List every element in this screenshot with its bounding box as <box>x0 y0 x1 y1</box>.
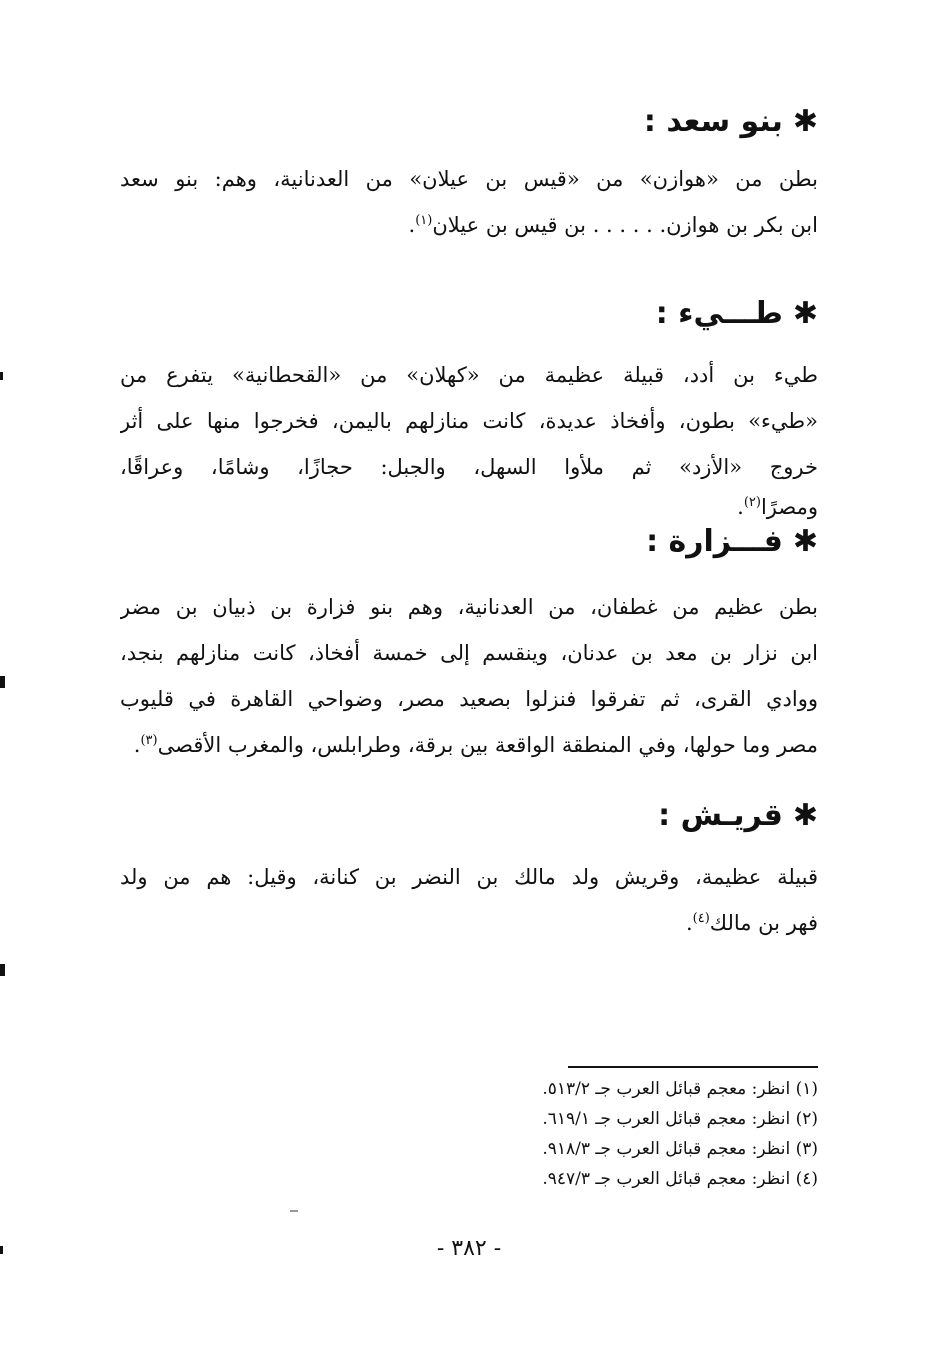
text-line: فهر بن مالك$^{(٤)}$. <box>685 911 818 935</box>
footnote-3: (٣) انظر: معجم قبائل العرب جـ ٩١٨/٣. <box>542 1139 818 1159</box>
section-text-tayy <box>120 352 818 524</box>
section-text-banu-saad <box>120 156 818 248</box>
section-heading-fazara: ✱فـــزارة : <box>118 522 818 562</box>
text-line: «طيء» بطون، وأفخاذ عديدة، كانت منازلهم باليمن، فخرجوا منها على أثر <box>120 409 818 433</box>
section-heading-tayy: ✱طـــيء : <box>118 294 818 334</box>
scan-mark <box>0 964 5 976</box>
scan-speck <box>290 1210 298 1212</box>
text-line: ومصرًا$^{(٢)}$. <box>737 495 818 519</box>
text-line: ابن نزار بن معد بن عدنان، وينقسم إلى خمسة أفخاذ، كانت منازلهم بنجد، <box>120 641 818 665</box>
asterisk-icon: ✱ <box>792 104 818 139</box>
section-heading-quraysh: ✱قريـش : <box>118 796 818 836</box>
section-text-fazara <box>120 584 818 768</box>
footnotes <box>358 1074 818 1194</box>
footnote-1: (١) انظر: معجم قبائل العرب جـ ٥١٣/٢. <box>542 1079 818 1099</box>
text-line: ووادي القرى، ثم تفرقوا فنزلوا بصعيد مصر، وضواحي القاهرة في قليوب <box>120 687 818 711</box>
asterisk-icon: ✱ <box>792 524 818 559</box>
footnote-separator <box>568 1066 818 1068</box>
text-line: خروج «الأزد» ثم ملأوا السهل، والجبل: حجازًا، وشامًا، وعراقًا، <box>120 455 818 479</box>
footnote-2: (٢) انظر: معجم قبائل العرب جـ ٦١٩/١. <box>542 1109 818 1129</box>
text-line: قبيلة عظيمة، وقريش ولد مالك بن النضر بن كنانة، وقيل: هم من ولد <box>120 865 818 889</box>
footnote-ref: (٤) <box>692 911 710 926</box>
footnote-ref: (٣) <box>140 733 158 748</box>
footnote-ref: (٢) <box>743 495 761 510</box>
text-line: بطن من «هوازن» من «قيس بن عيلان» من العدنانية، وهم: بنو سعد <box>120 167 818 191</box>
scan-mark <box>0 1246 3 1254</box>
text-line: مصر وما حولها، وفي المنطقة الواقعة بين برقة، وطرابلس، والمغرب الأقصى$^{(٣)}$. <box>133 733 818 757</box>
text-line: طيء بن أدد، قبيلة عظيمة من «كهلان» من «القحطانية» يتفرع من <box>120 363 818 387</box>
text-line: بطن عظيم من غطفان، من العدنانية، وهم بنو فزارة بن ذبيان بن مضر <box>120 595 818 619</box>
scan-mark <box>0 676 5 688</box>
footnote-4: (٤) انظر: معجم قبائل العرب جـ ٩٤٧/٣. <box>542 1169 818 1189</box>
section-text-quraysh <box>120 854 818 946</box>
scan-mark <box>0 372 3 380</box>
footnote-ref: (١) <box>415 213 433 228</box>
text-line: ابن بكر بن هوازن. . . . . . بن قيس بن عيلان$^{(١)}$. <box>408 213 818 237</box>
asterisk-icon: ✱ <box>792 798 818 833</box>
section-heading-banu-saad: ✱بنو سعد : <box>118 102 818 142</box>
page-number: - ٣٨٢ - <box>436 1236 502 1261</box>
asterisk-icon: ✱ <box>792 296 818 331</box>
